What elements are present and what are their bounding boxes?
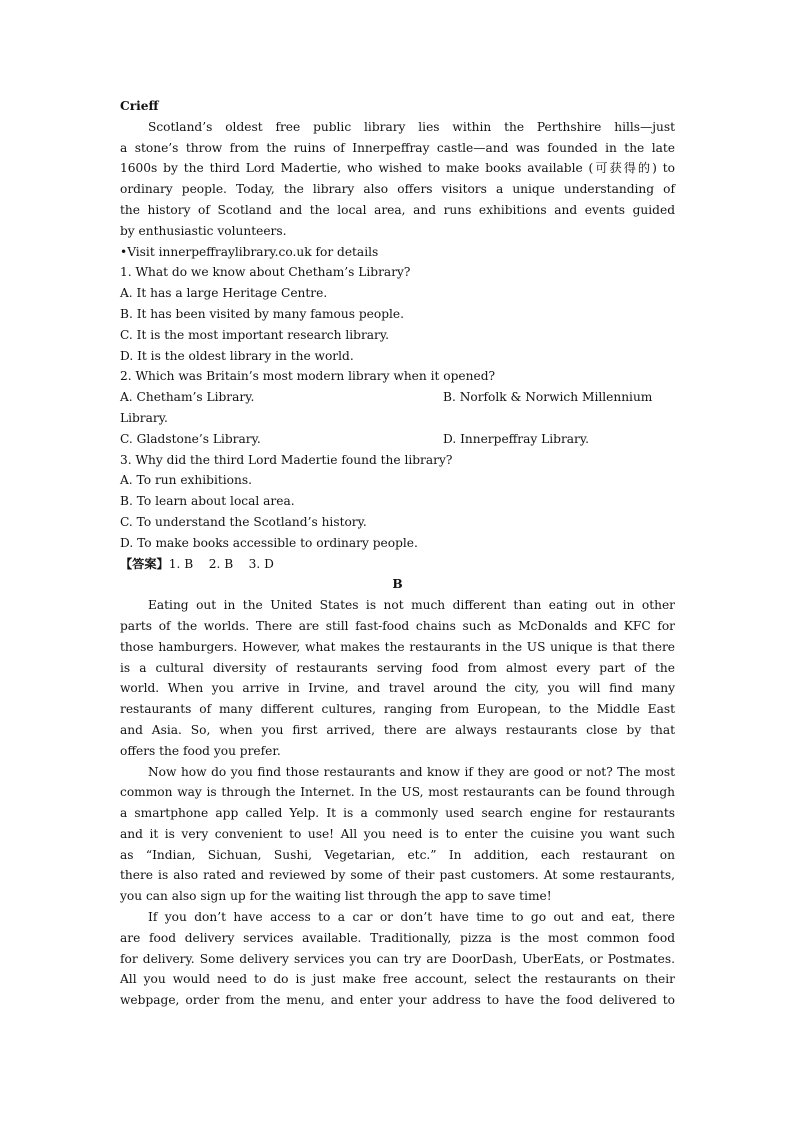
question-stem: 2. Which was Britain’s most modern library when it opened?	[120, 369, 496, 384]
crieff-paragraph	[120, 117, 675, 242]
option: B. To learn about local area.	[120, 494, 295, 509]
option: D. To make books accessible to ordinary people.	[120, 535, 418, 550]
section-heading-crieff: Crieff	[120, 99, 159, 113]
option-row	[120, 429, 675, 450]
paragraph-eating-out	[120, 595, 675, 761]
option: D. It is the oldest library in the world.	[120, 348, 354, 363]
option: C. To understand the Scotland’s history.	[120, 514, 367, 529]
option: A. To run exhibitions.	[120, 473, 252, 488]
answer-label: 【答案】	[120, 556, 169, 571]
paragraph-line: and Asia. So, when you first arrived, there are always restaurants close by that	[120, 722, 675, 737]
question-stem: 1. What do we know about Chetham’s Library?	[120, 265, 411, 280]
paragraph-line: for delivery. Some delivery services you can try are DoorDash, UberEats, or Postmates.	[120, 951, 675, 966]
paragraph-line: and it is very convenient to use! All you need is to enter the cuisine you want such	[120, 826, 675, 841]
paragraph-line: there is also rated and reviewed by some of their past customers. At some restaurants,	[120, 868, 675, 883]
paragraph-finding-restaurants	[120, 762, 675, 908]
document-page	[120, 96, 675, 1011]
visit-link-text: •Visit innerpeffraylibrary.co.uk for details	[120, 244, 379, 259]
paragraph-line: webpage, order from the menu, and enter your address to have the food delivered to	[120, 993, 675, 1008]
paragraph-line: is a cultural diversity of restaurants serving food from almost every part of the	[120, 660, 675, 675]
paragraph-line: ordinary people. Today, the library also offers visitors a unique understanding of	[120, 182, 675, 197]
paragraph-delivery	[120, 907, 675, 1011]
paragraph-line: the history of Scotland and the local area, and runs exhibitions and events guided	[120, 202, 675, 217]
section-heading-b: B	[392, 577, 403, 592]
option: B. It has been visited by many famous people.	[120, 306, 404, 321]
paragraph-line: by enthusiastic volunteers.	[120, 223, 287, 238]
option: B. Norfolk & Norwich Millennium	[443, 390, 653, 405]
paragraph-line: world. When you arrive in Irvine, and travel around the city, you will find many	[120, 681, 675, 696]
answer-key	[120, 554, 675, 575]
paragraph-line: you can also sign up for the waiting list through the app to save time!	[120, 889, 552, 904]
paragraph-line: All you would need to do is just make free account, select the restaurants on their	[120, 972, 675, 987]
paragraph-line: Eating out in the United States is not much different than eating out in other	[148, 598, 675, 613]
paragraph-line: common way is through the Internet. In the US, most restaurants can be found through	[120, 785, 675, 800]
option: C. Gladstone’s Library.	[120, 431, 261, 446]
paragraph-line: 1600s by the third Lord Madertie, who wished to make books available (可获得的) to	[120, 161, 675, 176]
paragraph-line: a smartphone app called Yelp. It is a commonly used search engine for restaurants	[120, 806, 675, 821]
paragraph-line: parts of the worlds. There are still fast-food chains such as McDonalds and KFC for	[120, 618, 675, 633]
question-stem: 3. Why did the third Lord Madertie found the library?	[120, 452, 453, 467]
option: A. It has a large Heritage Centre.	[120, 286, 328, 301]
paragraph-line: offers the food you prefer.	[120, 743, 281, 758]
question-1	[120, 262, 675, 366]
paragraph-line: those hamburgers. However, what makes the restaurants in the US unique is that there	[120, 639, 675, 654]
question-2	[120, 366, 675, 449]
paragraph-line: as “Indian, Sichuan, Sushi, Vegetarian, etc.” In addition, each restaurant on	[120, 847, 675, 862]
option-continuation: Library.	[120, 410, 168, 425]
option: D. Innerpeffray Library.	[443, 431, 590, 446]
option: A. Chetham’s Library.	[120, 390, 255, 405]
paragraph-line: Now how do you find those restaurants and know if they are good or not? The most	[148, 764, 675, 779]
paragraph-line: restaurants of many different cultures, ranging from European, to the Middle East	[120, 702, 675, 717]
paragraph-line: If you don’t have access to a car or don’t have time to go out and eat, there	[148, 910, 675, 925]
option: C. It is the most important research library.	[120, 327, 390, 342]
paragraph-line: a stone’s throw from the ruins of Innerpeffray castle—and was founded in the late	[120, 140, 675, 155]
answer-text: 1. B 2. B 3. D	[168, 556, 274, 571]
paragraph-line: are food delivery services available. Traditionally, pizza is the most common food	[120, 930, 675, 945]
question-3	[120, 450, 675, 554]
paragraph-line: Scotland’s oldest free public library lies within the Perthshire hills—just	[148, 119, 675, 134]
option-row	[120, 387, 675, 408]
